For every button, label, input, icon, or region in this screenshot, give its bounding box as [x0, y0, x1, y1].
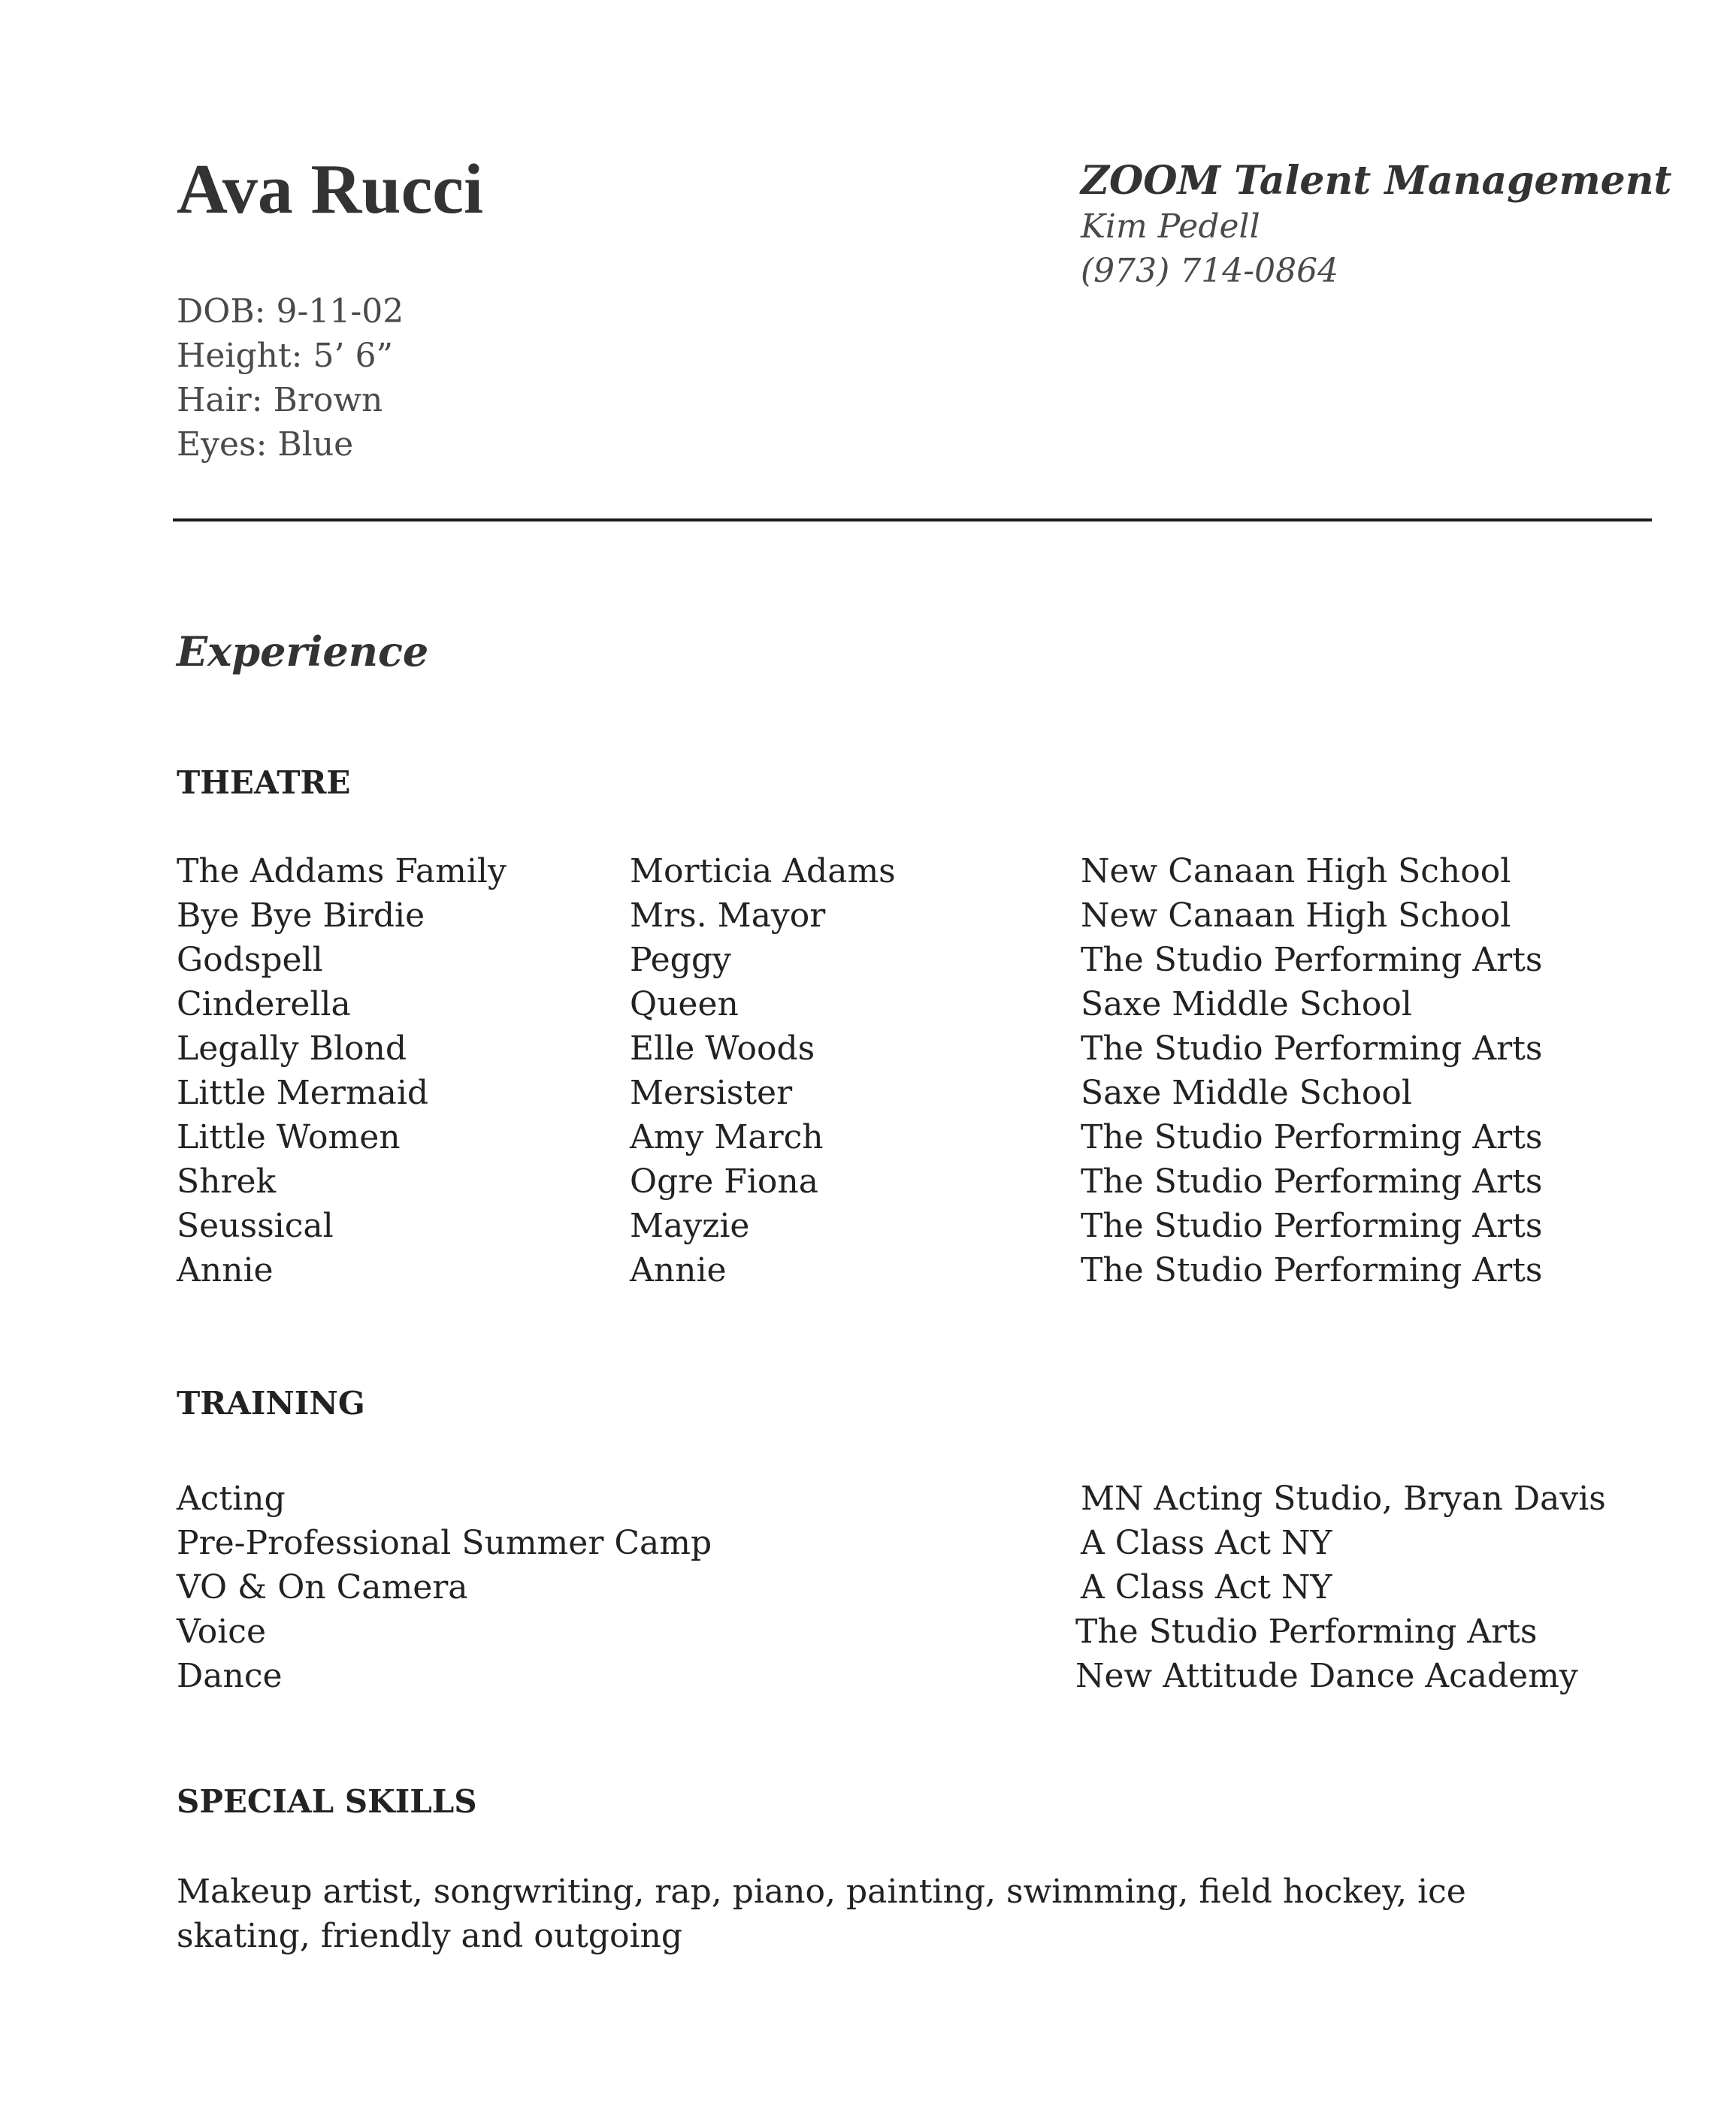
- training-row: [177, 1565, 1604, 1610]
- role: Mayzie: [630, 1207, 750, 1245]
- theatre-row: [177, 849, 1604, 893]
- agency-block: [1081, 158, 1672, 293]
- agency-name: ZOOM Talent Management: [1081, 158, 1672, 204]
- theatre-row: [177, 938, 1604, 982]
- training-provider: MN Acting Studio, Bryan Davis: [1081, 1480, 1606, 1518]
- training-row: [177, 1654, 1604, 1698]
- training-row: [177, 1610, 1604, 1654]
- role: Queen: [630, 985, 739, 1023]
- role: Annie: [630, 1251, 727, 1289]
- venue: The Studio Performing Arts: [1081, 1162, 1543, 1201]
- venue: The Studio Performing Arts: [1081, 941, 1543, 979]
- theatre-row: [177, 982, 1604, 1026]
- role: Mrs. Mayor: [630, 896, 826, 935]
- eyes-line: Eyes: Blue: [177, 425, 354, 464]
- agent-name: Kim Pedell: [1081, 207, 1260, 246]
- venue: The Studio Performing Arts: [1081, 1251, 1543, 1289]
- theatre-row: [177, 1204, 1604, 1248]
- theatre-table: [177, 849, 1604, 1292]
- theatre-heading: THEATRE: [177, 764, 351, 801]
- role: Peggy: [630, 941, 731, 979]
- venue: New Canaan High School: [1081, 852, 1511, 890]
- venue: The Studio Performing Arts: [1081, 1118, 1543, 1156]
- role: Elle Woods: [630, 1029, 815, 1068]
- venue: Saxe Middle School: [1081, 985, 1412, 1023]
- training-heading: TRAINING: [177, 1385, 365, 1422]
- actor-stats: [177, 289, 404, 467]
- show-title: Little Women: [177, 1118, 401, 1156]
- height-line: Height: 5’ 6”: [177, 337, 393, 375]
- theatre-row: [177, 1248, 1604, 1292]
- training-subject: Pre-Professional Summer Camp: [177, 1524, 712, 1562]
- role: Morticia Adams: [630, 852, 896, 890]
- training-provider: A Class Act NY: [1081, 1568, 1332, 1607]
- show-title: Cinderella: [177, 985, 351, 1023]
- training-subject: VO & On Camera: [177, 1568, 468, 1607]
- training-subject: Dance: [177, 1657, 283, 1695]
- theatre-row: [177, 1115, 1604, 1159]
- venue: The Studio Performing Arts: [1081, 1029, 1543, 1068]
- venue: Saxe Middle School: [1081, 1074, 1412, 1112]
- training-provider: A Class Act NY: [1081, 1524, 1332, 1562]
- training-provider: The Studio Performing Arts: [1075, 1613, 1538, 1651]
- role: Ogre Fiona: [630, 1162, 818, 1201]
- show-title: Godspell: [177, 941, 323, 979]
- training-provider: New Attitude Dance Academy: [1075, 1657, 1578, 1695]
- show-title: Seussical: [177, 1207, 334, 1245]
- show-title: Shrek: [177, 1162, 277, 1201]
- role: Mersister: [630, 1074, 793, 1112]
- venue: The Studio Performing Arts: [1081, 1207, 1543, 1245]
- actor-name: Ava Rucci: [177, 150, 484, 228]
- show-title: Annie: [177, 1251, 274, 1289]
- show-title: The Addams Family: [177, 852, 507, 890]
- dob-line: DOB: 9-11-02: [177, 292, 404, 331]
- theatre-row: [177, 893, 1604, 938]
- training-row: [177, 1521, 1604, 1565]
- hair-line: Hair: Brown: [177, 381, 383, 419]
- agent-phone: (973) 714-0864: [1081, 252, 1339, 290]
- theatre-row: [177, 1071, 1604, 1115]
- training-row: [177, 1477, 1604, 1521]
- role: Amy March: [630, 1118, 824, 1156]
- venue: New Canaan High School: [1081, 896, 1511, 935]
- skills-heading: SPECIAL SKILLS: [177, 1783, 477, 1820]
- skills-text: Makeup artist, songwriting, rap, piano, painting, swimming, field hockey, ice skating, friendly and outgoing: [177, 1873, 1466, 1955]
- theatre-row: [177, 1159, 1604, 1204]
- show-title: Bye Bye Birdie: [177, 896, 425, 935]
- training-subject: Voice: [177, 1613, 266, 1651]
- training-table: [177, 1477, 1604, 1698]
- show-title: Little Mermaid: [177, 1074, 429, 1112]
- training-subject: Acting: [177, 1480, 286, 1518]
- show-title: Legally Blond: [177, 1029, 407, 1068]
- theatre-row: [177, 1026, 1604, 1071]
- header-divider: [173, 518, 1652, 521]
- experience-title: Experience: [177, 627, 429, 676]
